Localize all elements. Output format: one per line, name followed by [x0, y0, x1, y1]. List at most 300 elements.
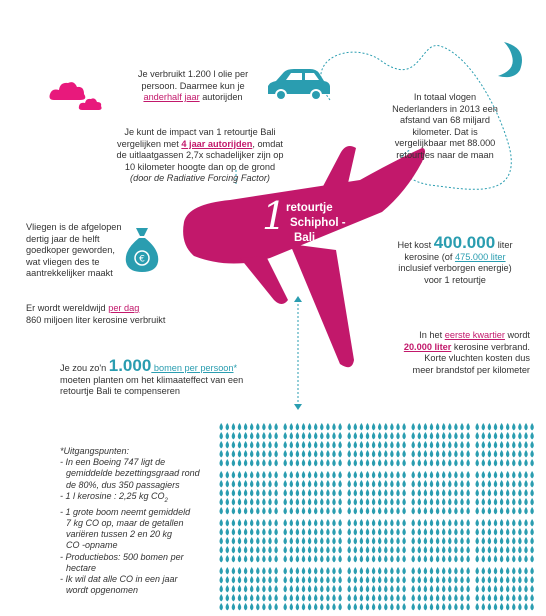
- tree-icon: [338, 459, 341, 466]
- tree-icon: [372, 423, 375, 430]
- tree-icon: [390, 576, 393, 583]
- tree-icon: [412, 546, 415, 553]
- tree-icon: [448, 441, 451, 448]
- tree-icon: [424, 537, 427, 544]
- tree-icon: [378, 555, 381, 562]
- tree-icon: [372, 432, 375, 439]
- tree-icon: [290, 576, 293, 583]
- tree-icon: [482, 567, 485, 574]
- tree-icon: [314, 432, 317, 439]
- tree-icon: [396, 546, 399, 553]
- tree-icon: [250, 441, 253, 448]
- tree-icon: [448, 507, 451, 514]
- tree-icon: [348, 480, 351, 487]
- tree-icon: [296, 555, 299, 562]
- tree-icon: [454, 567, 457, 574]
- tree-icon: [506, 585, 509, 592]
- tree-icon: [244, 576, 247, 583]
- tree-icon: [518, 441, 521, 448]
- tree-icon: [378, 585, 381, 592]
- tree-icon: [320, 528, 323, 535]
- tree-icon: [238, 450, 241, 457]
- tree-icon: [454, 498, 457, 505]
- tree-icon: [500, 546, 503, 553]
- tree-icon: [250, 480, 253, 487]
- tree-icon: [232, 528, 235, 535]
- tree-icon: [512, 459, 515, 466]
- tree-icon: [448, 432, 451, 439]
- moon-text-line: retourtjes naar de maan: [396, 149, 494, 160]
- tree-icon: [524, 567, 527, 574]
- tree-icon: [348, 594, 351, 601]
- tree-icon: [378, 480, 381, 487]
- tree-icon: [506, 576, 509, 583]
- tree-icon: [262, 546, 265, 553]
- tree-icon: [348, 546, 351, 553]
- tree-icon: [302, 423, 305, 430]
- tree-icon: [424, 423, 427, 430]
- tree-icon: [332, 507, 335, 514]
- impact-line5: (door de Radiative Forcing Factor): [130, 173, 270, 183]
- tree-icon: [442, 480, 445, 487]
- tree-icon: [256, 519, 259, 526]
- tree-icon: [430, 528, 433, 535]
- tree-icon: [476, 498, 479, 505]
- tree-icon: [482, 537, 485, 544]
- tree-icon: [274, 546, 277, 553]
- tree-icon: [436, 498, 439, 505]
- tree-icon: [506, 537, 509, 544]
- tree-icon: [314, 519, 317, 526]
- tree-icon: [332, 576, 335, 583]
- tree-icon: [512, 498, 515, 505]
- kerosene-line2-pre: kerosine (of: [404, 251, 455, 262]
- tree-icon: [424, 489, 427, 496]
- tree-icon: [250, 528, 253, 535]
- tree-icon: [314, 585, 317, 592]
- tree-icon: [460, 471, 463, 478]
- tree-icon: [348, 441, 351, 448]
- tree-icon: [296, 546, 299, 553]
- tree-icon: [354, 459, 357, 466]
- tree-icon: [524, 546, 527, 553]
- tree-icon: [284, 432, 287, 439]
- tree-icon: [460, 585, 463, 592]
- tree-icon: [302, 471, 305, 478]
- tree-icon: [290, 507, 293, 514]
- tree-icon: [524, 423, 527, 430]
- tree-icon: [268, 603, 271, 610]
- tree-icon: [494, 567, 497, 574]
- tree-icon: [366, 459, 369, 466]
- tree-icon: [412, 432, 415, 439]
- tree-icon: [402, 498, 405, 505]
- tree-icon: [296, 480, 299, 487]
- tree-icon: [448, 480, 451, 487]
- tree-icon: [476, 480, 479, 487]
- tree-icon: [290, 594, 293, 601]
- tree-icon: [274, 471, 277, 478]
- plane-label-number: 1: [262, 194, 287, 238]
- tree-icon: [320, 459, 323, 466]
- tree-icon: [512, 507, 515, 514]
- impact-highlight: 4 jaar autorijden: [181, 138, 253, 149]
- tree-icon: [262, 423, 265, 430]
- tree-icon: [338, 507, 341, 514]
- tree-icon: [378, 471, 381, 478]
- tree-icon: [332, 555, 335, 562]
- tree-icon: [274, 576, 277, 583]
- tree-icon: [326, 498, 329, 505]
- tree-icon: [530, 489, 533, 496]
- tree-icon: [290, 450, 293, 457]
- assumptions-notes: [60, 446, 210, 596]
- tree-icon: [372, 480, 375, 487]
- tree-icon: [448, 594, 451, 601]
- tree-icon: [518, 576, 521, 583]
- tree-icon: [226, 489, 229, 496]
- tree-icon: [244, 441, 247, 448]
- tree-icon: [338, 603, 341, 610]
- tree-icon: [238, 432, 241, 439]
- tree-icon: [366, 603, 369, 610]
- tree-icon: [302, 528, 305, 535]
- cheaper-line: aantrekkelijker maakt: [26, 268, 113, 278]
- tree-icon: [256, 537, 259, 544]
- tree-icon: [424, 576, 427, 583]
- moon-text: [380, 92, 510, 161]
- tree-icon: [418, 603, 421, 610]
- tree-icon: [378, 537, 381, 544]
- tree-icon: [226, 507, 229, 514]
- tree-icon: [424, 546, 427, 553]
- tree-icon: [326, 603, 329, 610]
- tree-icon: [220, 480, 223, 487]
- tree-icon: [290, 546, 293, 553]
- tree-icon: [412, 537, 415, 544]
- tree-icon: [284, 585, 287, 592]
- tree-icon: [384, 576, 387, 583]
- tree-icon: [372, 441, 375, 448]
- tree-icon: [494, 519, 497, 526]
- tree-icon: [390, 567, 393, 574]
- tree-icon: [284, 537, 287, 544]
- tree-icon: [366, 423, 369, 430]
- tree-icon: [488, 480, 491, 487]
- tree-icon: [448, 537, 451, 544]
- tree-block: [476, 519, 534, 562]
- tree-icon: [512, 576, 515, 583]
- tree-icon: [308, 480, 311, 487]
- tree-icon: [424, 459, 427, 466]
- tree-icon: [518, 450, 521, 457]
- tree-icon: [512, 546, 515, 553]
- tree-icon: [332, 594, 335, 601]
- tree-icon: [256, 585, 259, 592]
- tree-icon: [332, 450, 335, 457]
- tree-icon: [424, 567, 427, 574]
- tree-icon: [518, 507, 521, 514]
- tree-icon: [424, 555, 427, 562]
- tree-icon: [338, 594, 341, 601]
- tree-icon: [396, 507, 399, 514]
- tree-icon: [442, 450, 445, 457]
- tree-icon: [442, 537, 445, 544]
- tree-icon: [402, 594, 405, 601]
- tree-icon: [308, 450, 311, 457]
- tree-icon: [296, 528, 299, 535]
- tree-icon: [326, 555, 329, 562]
- tree-icon: [476, 546, 479, 553]
- tree-icon: [274, 498, 277, 505]
- tree-icon: [326, 432, 329, 439]
- tree-icon: [274, 585, 277, 592]
- tree-icon: [360, 585, 363, 592]
- tree-icon: [232, 585, 235, 592]
- trees-highlight: bomen per persoon: [151, 363, 234, 373]
- tree-icon: [326, 507, 329, 514]
- tree-icon: [436, 480, 439, 487]
- tree-icon: [226, 576, 229, 583]
- tree-icon: [302, 450, 305, 457]
- tree-icon: [320, 489, 323, 496]
- tree-icon: [238, 528, 241, 535]
- tree-icon: [466, 507, 469, 514]
- tree-icon: [524, 585, 527, 592]
- tree-icon: [360, 480, 363, 487]
- tree-icon: [302, 537, 305, 544]
- tree-icon: [360, 450, 363, 457]
- tree-icon: [256, 498, 259, 505]
- tree-icon: [372, 528, 375, 535]
- tree-icon: [348, 459, 351, 466]
- tree-icon: [366, 498, 369, 505]
- tree-icon: [436, 489, 439, 496]
- tree-icon: [296, 519, 299, 526]
- tree-icon: [482, 585, 485, 592]
- tree-icon: [518, 459, 521, 466]
- tree-icon: [378, 546, 381, 553]
- tree-icon: [518, 498, 521, 505]
- tree-icon: [296, 537, 299, 544]
- tree-icon: [250, 450, 253, 457]
- tree-icon: [476, 537, 479, 544]
- tree-icon: [424, 450, 427, 457]
- tree-icon: [220, 528, 223, 535]
- tree-icon: [512, 471, 515, 478]
- tree-icon: [244, 603, 247, 610]
- notes-subscript: 2: [164, 497, 168, 504]
- tree-icon: [524, 489, 527, 496]
- tree-icon: [384, 537, 387, 544]
- tree-block: [412, 423, 470, 466]
- tree-icon: [442, 576, 445, 583]
- tree-icon: [488, 594, 491, 601]
- notes-line: CO -opname: [66, 540, 118, 551]
- tree-icon: [494, 450, 497, 457]
- tree-icon: [372, 498, 375, 505]
- tree-icon: [390, 498, 393, 505]
- tree-icon: [268, 567, 271, 574]
- tree-icon: [418, 507, 421, 514]
- tree-icon: [436, 585, 439, 592]
- tree-icon: [402, 450, 405, 457]
- tree-icon: [530, 459, 533, 466]
- tree-icon: [256, 576, 259, 583]
- tree-icon: [238, 441, 241, 448]
- tree-icon: [396, 480, 399, 487]
- tree-icon: [268, 528, 271, 535]
- tree-icon: [226, 423, 229, 430]
- tree-icon: [244, 507, 247, 514]
- tree-icon: [348, 489, 351, 496]
- tree-icon: [220, 576, 223, 583]
- tree-icon: [448, 471, 451, 478]
- tree-icon: [320, 555, 323, 562]
- tree-icon: [384, 567, 387, 574]
- tree-icon: [262, 471, 265, 478]
- tree-icon: [390, 555, 393, 562]
- tree-icon: [348, 507, 351, 514]
- quarter-line1-post: wordt: [504, 330, 530, 340]
- tree-icon: [366, 450, 369, 457]
- tree-icon: [256, 546, 259, 553]
- tree-icon: [296, 594, 299, 601]
- tree-icon: [326, 585, 329, 592]
- tree-icon: [500, 423, 503, 430]
- kerosene-line1-pre: Het kost: [397, 240, 434, 250]
- tree-icon: [220, 519, 223, 526]
- tree-icon: [424, 498, 427, 505]
- tree-icon: [488, 432, 491, 439]
- tree-icon: [482, 546, 485, 553]
- tree-icon: [482, 489, 485, 496]
- tree-icon: [430, 594, 433, 601]
- impact-text: [80, 127, 320, 185]
- tree-icon: [506, 459, 509, 466]
- tree-icon: [442, 603, 445, 610]
- tree-icon: [378, 459, 381, 466]
- tree-icon: [524, 528, 527, 535]
- tree-icon: [418, 423, 421, 430]
- tree-icon: [274, 555, 277, 562]
- tree-icon: [284, 459, 287, 466]
- tree-icon: [378, 489, 381, 496]
- tree-icon: [360, 507, 363, 514]
- notes-line: - 1 l kerosine : 2,25 kg CO: [60, 490, 165, 501]
- tree-icon: [412, 507, 415, 514]
- tree-icon: [476, 576, 479, 583]
- worldwide-highlight: per dag: [108, 303, 140, 313]
- tree-icon: [378, 603, 381, 610]
- quarter-highlight1: eerste kwartier: [444, 330, 505, 340]
- tree-icon: [232, 507, 235, 514]
- tree-icon: [460, 576, 463, 583]
- tree-icon: [338, 537, 341, 544]
- tree-icon: [262, 498, 265, 505]
- tree-icon: [430, 441, 433, 448]
- tree-icon: [296, 450, 299, 457]
- tree-icon: [284, 480, 287, 487]
- tree-icon: [436, 555, 439, 562]
- tree-icon: [372, 567, 375, 574]
- tree-icon: [512, 423, 515, 430]
- tree-icon: [284, 498, 287, 505]
- tree-icon: [262, 555, 265, 562]
- tree-icon: [418, 432, 421, 439]
- tree-icon: [390, 585, 393, 592]
- tree-icon: [232, 432, 235, 439]
- tree-icon: [338, 498, 341, 505]
- tree-icon: [308, 537, 311, 544]
- tree-icon: [290, 471, 293, 478]
- svg-text:€: €: [139, 254, 145, 265]
- tree-icon: [448, 423, 451, 430]
- tree-icon: [332, 471, 335, 478]
- tree-icon: [454, 594, 457, 601]
- tree-icon: [232, 567, 235, 574]
- tree-icon: [430, 603, 433, 610]
- tree-icon: [500, 459, 503, 466]
- tree-icon: [332, 498, 335, 505]
- tree-icon: [454, 603, 457, 610]
- tree-icon: [500, 576, 503, 583]
- tree-icon: [424, 528, 427, 535]
- tree-icon: [308, 498, 311, 505]
- tree-icon: [494, 489, 497, 496]
- tree-icon: [302, 567, 305, 574]
- tree-icon: [500, 585, 503, 592]
- tree-icon: [296, 576, 299, 583]
- tree-icon: [476, 555, 479, 562]
- tree-icon: [274, 528, 277, 535]
- tree-icon: [284, 576, 287, 583]
- tree-icon: [326, 441, 329, 448]
- tree-icon: [442, 489, 445, 496]
- tree-icon: [466, 480, 469, 487]
- tree-icon: [436, 576, 439, 583]
- tree-icon: [314, 471, 317, 478]
- tree-icon: [302, 432, 305, 439]
- tree-block: [220, 519, 278, 562]
- tree-icon: [384, 594, 387, 601]
- tree-icon: [332, 567, 335, 574]
- tree-icon: [250, 603, 253, 610]
- tree-icon: [488, 555, 491, 562]
- tree-icon: [442, 585, 445, 592]
- tree-icon: [226, 432, 229, 439]
- tree-icon: [274, 450, 277, 457]
- tree-icon: [442, 555, 445, 562]
- tree-icon: [268, 537, 271, 544]
- tree-icon: [402, 459, 405, 466]
- tree-icon: [354, 555, 357, 562]
- tree-icon: [326, 471, 329, 478]
- tree-icon: [418, 555, 421, 562]
- tree-icon: [430, 546, 433, 553]
- tree-icon: [238, 471, 241, 478]
- tree-icon: [482, 441, 485, 448]
- tree-icon: [494, 498, 497, 505]
- tree-icon: [232, 594, 235, 601]
- notes-line: wordt opgenomen: [66, 585, 139, 596]
- tree-icon: [348, 432, 351, 439]
- tree-icon: [238, 603, 241, 610]
- tree-icon: [372, 555, 375, 562]
- plane-label-line3: Bali: [294, 232, 316, 244]
- tree-icon: [488, 471, 491, 478]
- tree-icon: [396, 528, 399, 535]
